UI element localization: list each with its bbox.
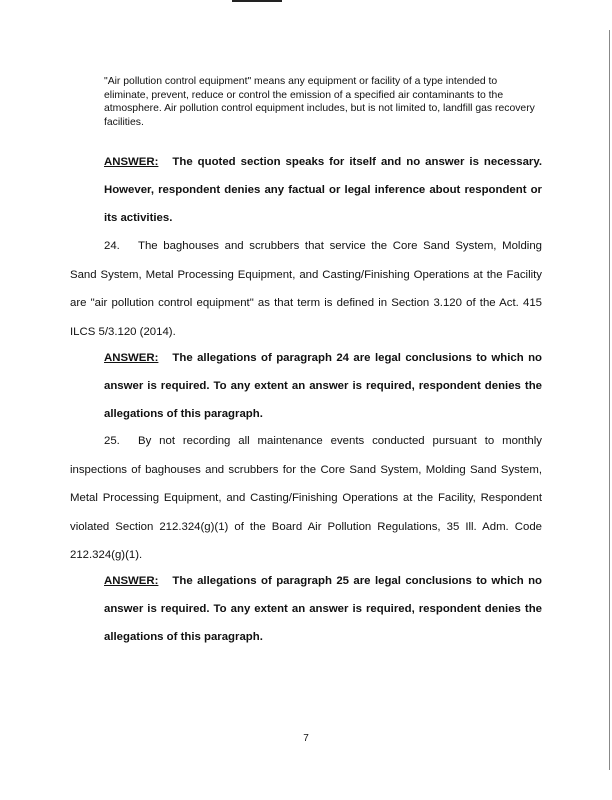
answer-block-2 <box>104 344 542 428</box>
paragraph-text: The baghouses and scrubbers that service the Core Sand System, Molding Sand System, Metal Processing Equipment, and Casting/Finishing Operations at the Facility are "air pollution control equipment" as that term is defined in Section 3.120 of the Act. 415 ILCS 5/3.120 (2014). <box>70 240 542 338</box>
paragraph-number: 25. <box>104 435 120 447</box>
paragraph-number: 24. <box>104 240 120 252</box>
answer-label: ANSWER: <box>104 575 159 587</box>
scan-mark-right-edge <box>609 30 610 770</box>
answer-text: The allegations of paragraph 24 are legal conclusions to which no answer is required. To any extent an answer is required, respondent denies the allegations of this paragraph. <box>104 352 542 420</box>
answer-text: The allegations of paragraph 25 are legal conclusions to which no answer is required. To any extent an answer is required, respondent denies the allegations of this paragraph. <box>104 575 542 643</box>
answer-block-1 <box>104 148 542 232</box>
paragraph-text: By not recording all maintenance events conducted pursuant to monthly inspections of baghouses and scrubbers for the Core Sand System, Molding Sand System, Metal Processing Equipment, and Casting/Finishing Operations at the Facility, Respondent violated Section 212.324(g)(1) of the Board Air Pollution Regulations, 35 Ill. Adm. Code 212.324(g)(1). <box>70 435 542 562</box>
answer-label: ANSWER: <box>104 352 159 364</box>
page-number: 7 <box>303 733 309 744</box>
scan-mark-top <box>232 0 282 2</box>
answer-text: The quoted section speaks for itself and no answer is necessary. However, respondent denies any factual or legal inference about respondent or its activities. <box>104 156 542 224</box>
paragraph-25 <box>70 427 542 570</box>
quoted-definition: "Air pollution control equipment" means any equipment or facility of a type intended to eliminate, prevent, reduce or control the emission of a specified air contaminants to the atmosphere. Air pollution control equipment includes, but is not limited to, landfill gas recovery facilities. <box>104 76 535 128</box>
answer-label: ANSWER: <box>104 156 159 168</box>
answer-block-3 <box>104 567 542 651</box>
paragraph-24 <box>70 232 542 346</box>
